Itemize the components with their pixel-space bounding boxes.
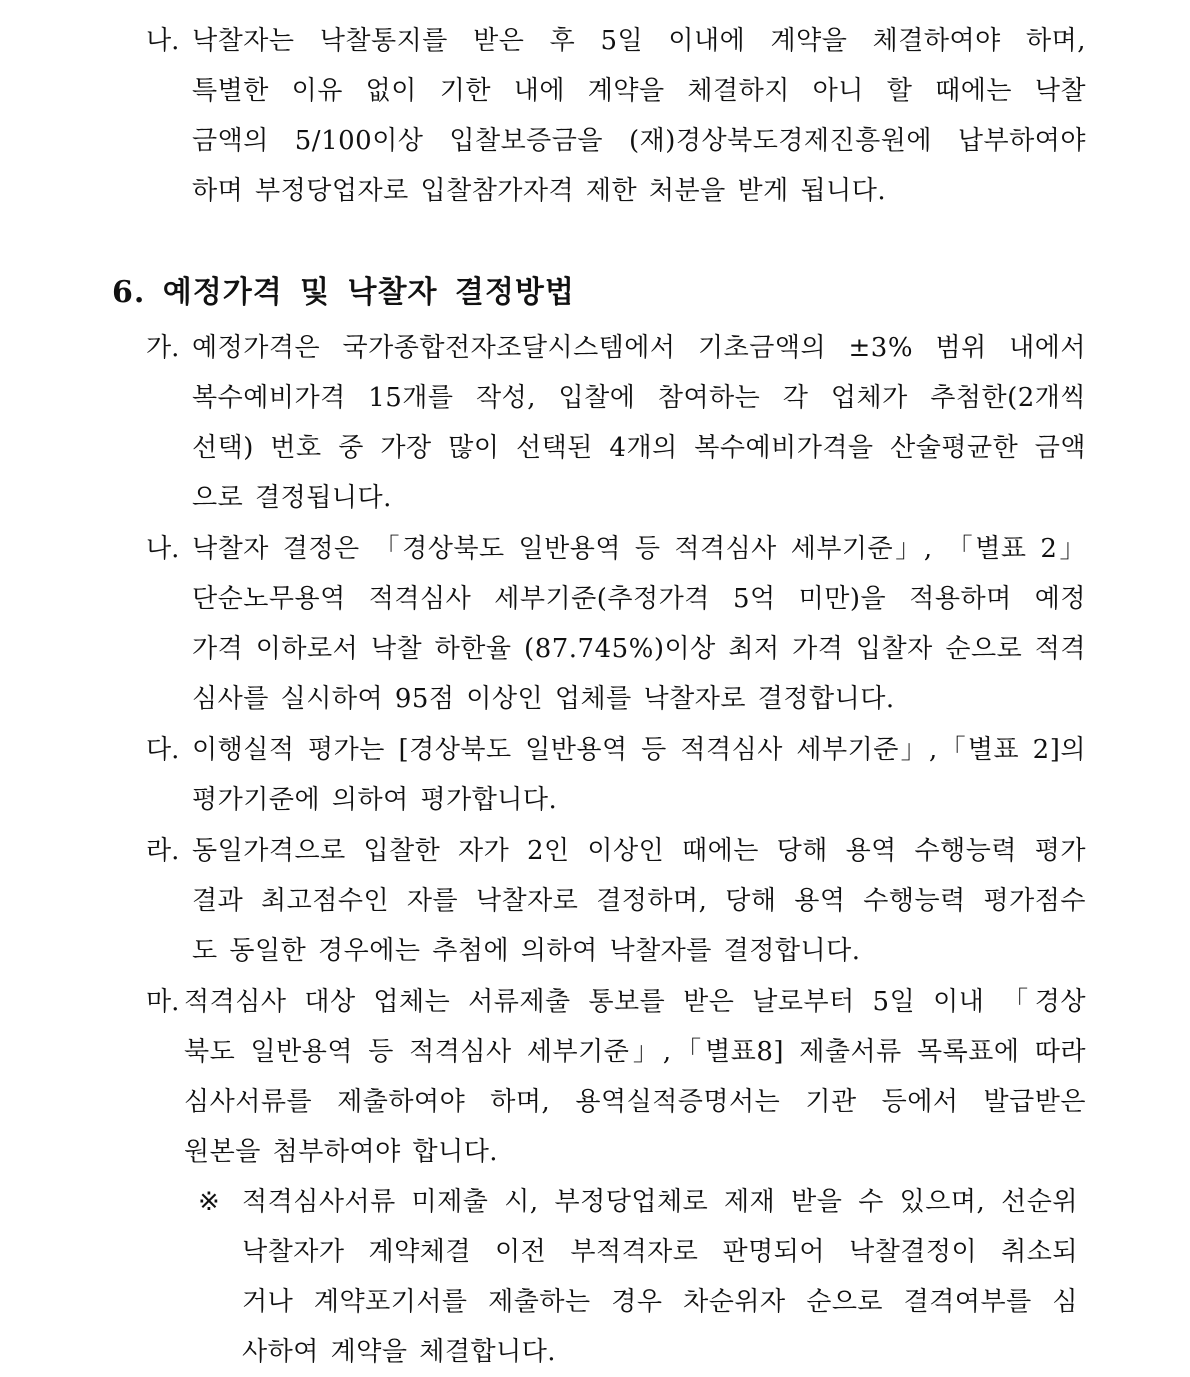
clause-note: [198, 1177, 1078, 1377]
clause-na-winner-decision: [146, 524, 1086, 724]
clause-ra-tie-breaker: [146, 826, 1086, 976]
clause-marker: 다.: [146, 735, 180, 765]
section-heading: 6. 예정가격 및 낙찰자 결정방법: [112, 275, 575, 310]
clause-line: 하며 부정당업자로 입찰참가자격 제한 처분을 받게 됩니다.: [192, 176, 887, 206]
clause-line: 도 동일한 경우에는 추첨에 의하여 낙찰자를 결정합니다.: [192, 936, 861, 966]
clause-line: 낙찰자 결정은 「경상북도 일반용역 등 적격심사 세부기준」, 「별표 2」: [192, 534, 1086, 564]
note-line: 낙찰자가 계약체결 이전 부적격자로 판명되어 낙찰결정이 취소되: [242, 1237, 1078, 1267]
clause-text: [192, 323, 1086, 523]
clause-line: 원본을 첨부하여야 합니다.: [184, 1137, 499, 1167]
clause-text: [184, 977, 1086, 1177]
clause-line: 금액의 5/100이상 입찰보증금을 (재)경상북도경제진흥원에 납부하여야: [192, 126, 1086, 156]
clause-text: [192, 725, 1086, 825]
clause-text: [192, 826, 1086, 976]
clause-line: 특별한 이유 없이 기한 내에 계약을 체결하지 아니 할 때에는 낙찰: [192, 76, 1086, 106]
clause-line: 선택) 번호 중 가장 많이 선택된 4개의 복수예비가격을 산술평균한 금액: [192, 433, 1086, 463]
clause-marker: 나.: [146, 26, 180, 56]
clause-line: 심사서류를 제출하여야 하며, 용역실적증명서는 기관 등에서 발급받은: [184, 1087, 1086, 1117]
clause-text: [192, 16, 1086, 216]
clause-line: 이행실적 평가는 [경상북도 일반용역 등 적격심사 세부기준」,「별표 2]의: [192, 735, 1086, 765]
note-line: 거나 계약포기서를 제출하는 경우 차순위자 순으로 결격여부를 심: [242, 1287, 1078, 1317]
clause-line: 심사를 실시하여 95점 이상인 업체를 낙찰자로 결정합니다.: [192, 684, 895, 714]
clause-line: 동일가격으로 입찰한 자가 2인 이상인 때에는 당해 용역 수행능력 평가: [192, 836, 1086, 866]
clause-na-contract: [146, 16, 1086, 216]
clause-marker: 라.: [146, 836, 180, 866]
clause-line: 단순노무용역 적격심사 세부기준(추정가격 5억 미만)을 적용하며 예정: [192, 584, 1086, 614]
clause-line: 가격 이하로서 낙찰 하한율 (87.745%)이상 최저 가격 입찰자 순으로 적격: [192, 634, 1086, 664]
note-line: 적격심사서류 미제출 시, 부정당업체로 제재 받을 수 있으며, 선순위: [242, 1187, 1078, 1217]
note-line: 사하여 계약을 체결합니다.: [242, 1337, 557, 1367]
clause-line: 복수예비가격 15개를 작성, 입찰에 참여하는 각 업체가 추첨한(2개씩: [192, 383, 1086, 413]
clause-line: 북도 일반용역 등 적격심사 세부기준」,「별표8] 제출서류 목록표에 따라: [184, 1037, 1086, 1067]
clause-marker: 가.: [146, 333, 180, 363]
clause-line: 평가기준에 의하여 평가합니다.: [192, 785, 558, 815]
clause-line: 적격심사 대상 업체는 서류제출 통보를 받은 날로부터 5일 이내 「경상: [184, 987, 1086, 1017]
clause-marker: 나.: [146, 534, 180, 564]
clause-ma-document-submission: [146, 977, 1086, 1177]
clause-marker: 마.: [146, 987, 180, 1017]
note-marker: ※: [198, 1187, 220, 1217]
clause-ga-estimated-price: [146, 323, 1086, 523]
clause-line: 예정가격은 국가종합전자조달시스템에서 기초금액의 ±3% 범위 내에서: [192, 333, 1086, 363]
clause-line: 낙찰자는 낙찰통지를 받은 후 5일 이내에 계약을 체결하여야 하며,: [192, 26, 1086, 56]
clause-line: 결과 최고점수인 자를 낙찰자로 결정하며, 당해 용역 수행능력 평가점수: [192, 886, 1086, 916]
clause-text: [192, 524, 1086, 724]
clause-da-performance-evaluation: [146, 725, 1086, 825]
note-text: [242, 1177, 1078, 1377]
clause-line: 으로 결정됩니다.: [192, 483, 392, 513]
